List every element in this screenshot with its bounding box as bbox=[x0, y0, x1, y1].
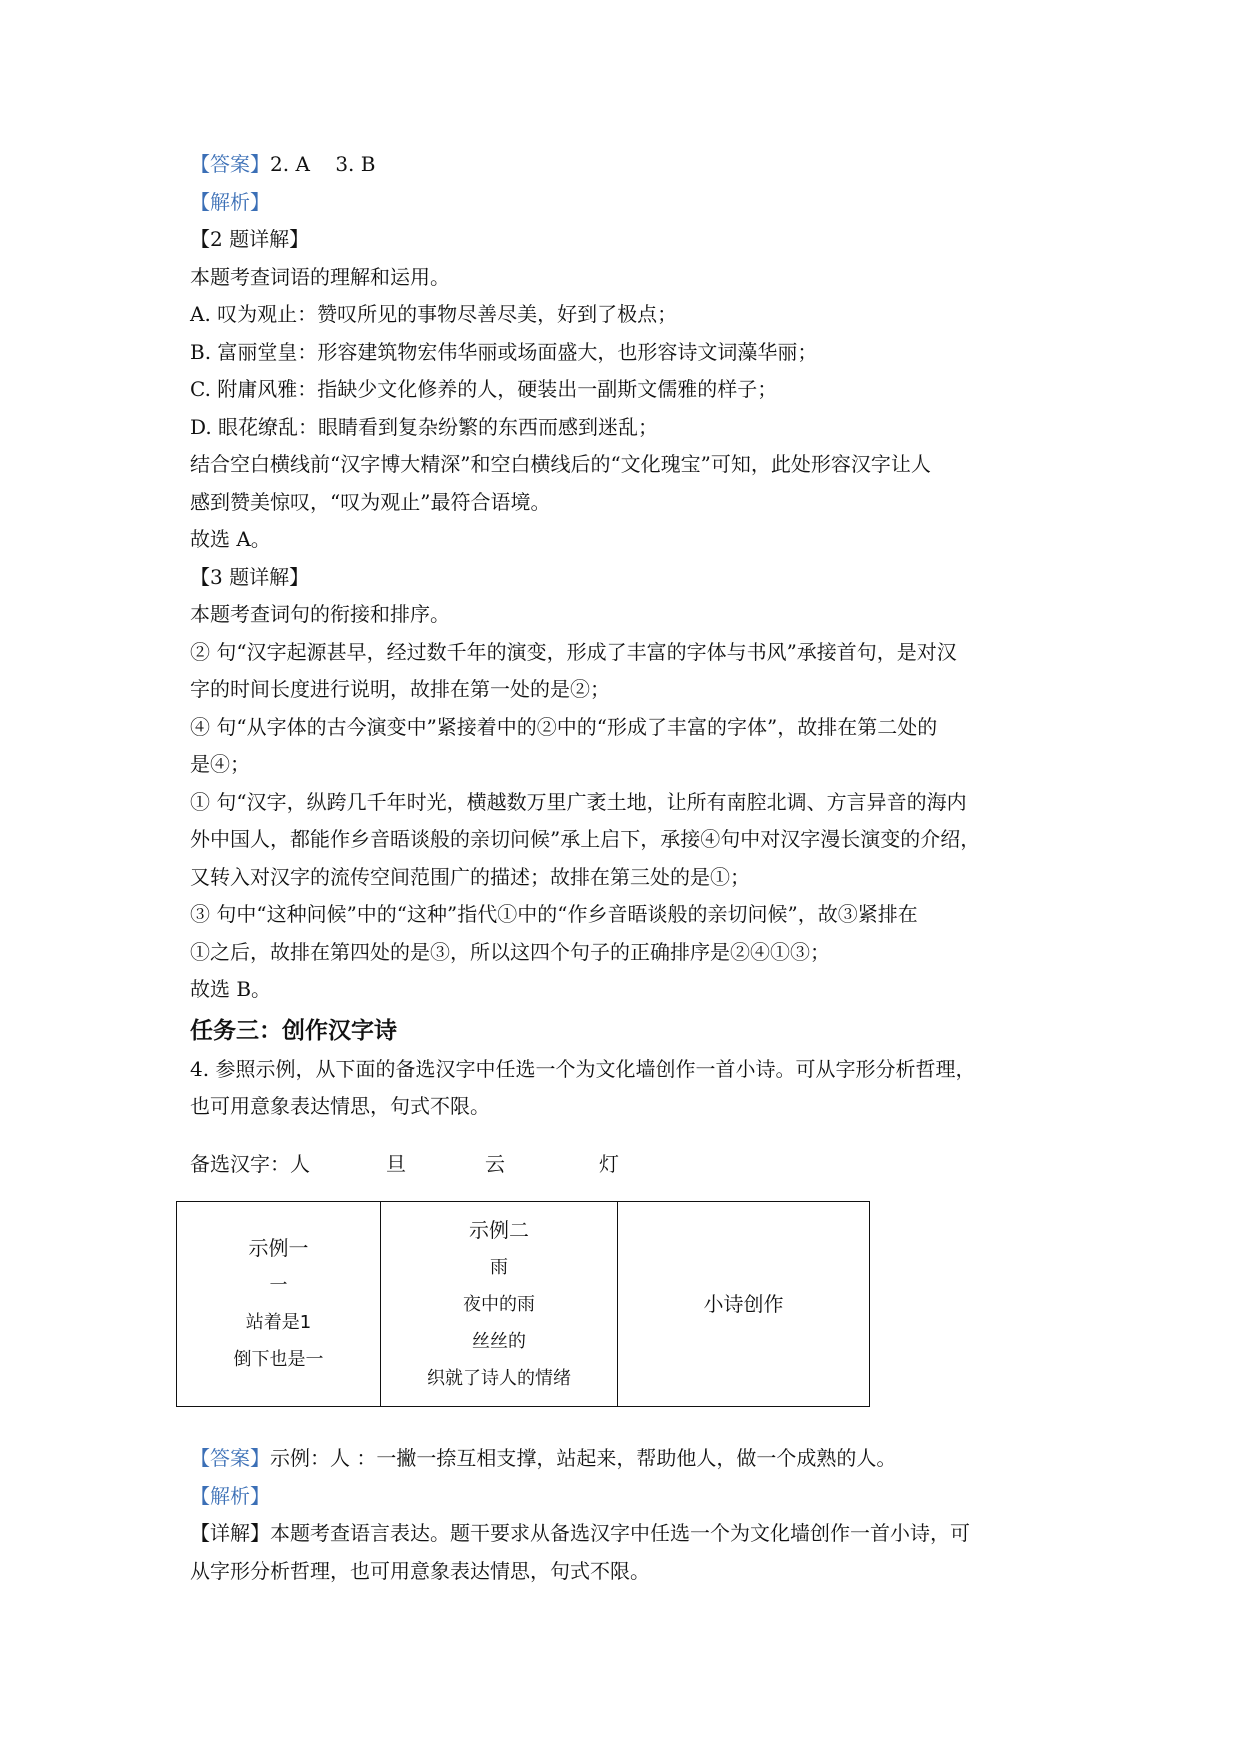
example-two-line: 雨 bbox=[490, 1256, 508, 1278]
example-one-cell bbox=[177, 1202, 381, 1407]
analysis-tag: 【解析】 bbox=[190, 189, 270, 214]
answer-section bbox=[190, 146, 1070, 1203]
answer-text: 2. A 3. B bbox=[270, 152, 376, 176]
poem-creation-cell bbox=[618, 1202, 870, 1407]
example-two-cell bbox=[381, 1202, 618, 1407]
q3-line: 又转入对汉字的流传空间范围广的描述；故排在第三处的是①； bbox=[190, 864, 750, 889]
q3-line: ④ 句“从字体的古今演变中”紧接着中的②中的“形成了丰富的字体”，故排在第二处的 bbox=[190, 714, 938, 739]
q2-reason-line: 结合空白横线前“汉字博大精深”和空白横线后的“文化瑰宝”可知，此处形容汉字让人 bbox=[190, 452, 931, 476]
task3-question: 4. 参照示例，从下面的备选汉字中任选一个为文化墙创作一首小诗。可从字形分析哲理， bbox=[190, 1056, 976, 1081]
task3-answer-line bbox=[190, 1440, 1070, 1478]
answer-line bbox=[190, 146, 1070, 184]
q2-option-a: A. 叹为观止：赞叹所见的事物尽善尽美，好到了极点； bbox=[190, 302, 678, 326]
poem-creation-label: 小诗创作 bbox=[703, 1291, 784, 1316]
example-two-line: 织就了诗人的情绪 bbox=[427, 1367, 571, 1389]
example-two-line: 丝丝的 bbox=[472, 1330, 526, 1352]
q3-choice: 故选 B。 bbox=[190, 977, 272, 1001]
example-one-line: 倒下也是一 bbox=[233, 1349, 324, 1370]
candidate-char: 灯 bbox=[599, 1151, 619, 1176]
q3-line: ① 句“汉字，纵跨几千年时光，横越数万里广袤土地，让所有南腔北调、方言异音的海内 bbox=[190, 789, 967, 814]
q3-line: ② 句“汉字起源甚早，经过数千年的演变，形成了丰富的字体与书风”承接首句，是对汉 bbox=[190, 639, 957, 664]
detail-text: 本题考查语言表达。题干要求从备选汉字中任选一个为文化墙创作一首小诗，可 bbox=[270, 1521, 970, 1545]
q2-option-c: C. 附庸风雅：指缺少文化修养的人，硬装出一副斯文儒雅的样子； bbox=[190, 377, 778, 401]
candidate-char: 云 bbox=[485, 1151, 505, 1176]
q3-line: 是④； bbox=[190, 752, 250, 776]
q2-option-d: D. 眼花缭乱：眼睛看到复杂纷繁的东西而感到迷乱； bbox=[190, 414, 659, 439]
task3-analysis-tag: 【解析】 bbox=[190, 1483, 270, 1508]
answer-tag: 【答案】 bbox=[190, 1446, 270, 1470]
q3-title: 【3 题详解】 bbox=[190, 564, 310, 589]
detail-tag: 【详解】 bbox=[190, 1521, 270, 1545]
task3-heading: 任务三：创作汉字诗 bbox=[190, 1016, 397, 1044]
example-two-line: 夜中的雨 bbox=[463, 1293, 535, 1315]
example-two-title: 示例二 bbox=[469, 1217, 529, 1242]
answer-tag: 【答案】 bbox=[190, 152, 270, 176]
q2-option-b: B. 富丽堂皇：形容建筑物宏伟华丽或场面盛大，也形容诗文词藻华丽； bbox=[190, 339, 818, 364]
candidate-char: 旦 bbox=[386, 1151, 406, 1176]
q3-line: 外中国人，都能作乡音晤谈般的亲切问候”承上启下，承接④句中对汉字漫长演变的介绍， bbox=[190, 827, 981, 851]
poem-table bbox=[176, 1201, 870, 1407]
q2-reason-line: 感到赞美惊叹，“叹为观止”最符合语境。 bbox=[190, 489, 551, 514]
q2-choice: 故选 A。 bbox=[190, 527, 271, 551]
q3-line: 字的时间长度进行说明，故排在第一处的是②； bbox=[190, 677, 610, 701]
q2-intro: 本题考查词语的理解和运用。 bbox=[190, 264, 450, 289]
example-one-line: 站着是1 bbox=[245, 1312, 312, 1333]
task3-answer-text: 示例：人 ：一撇一捺互相支撑，站起来，帮助他人，做一个成熟的人。 bbox=[270, 1446, 897, 1470]
q2-title: 【2 题详解】 bbox=[190, 227, 310, 251]
candidate-characters bbox=[190, 1146, 1070, 1184]
task3-question: 也可用意象表达情思，句式不限。 bbox=[190, 1094, 490, 1118]
task3-answer-section bbox=[190, 1440, 1070, 1590]
task3-detail-line bbox=[190, 1515, 1070, 1553]
q3-line: ①之后，故排在第四处的是③，所以这四个句子的正确排序是②④①③； bbox=[190, 939, 830, 964]
candidate-char: 人 bbox=[290, 1151, 310, 1176]
example-one-title: 示例一 bbox=[248, 1236, 309, 1260]
example-one-line: 一 bbox=[269, 1275, 288, 1296]
q3-line: ③ 句中“这种问候”中的“这种”指代①中的“作乡音晤谈般的亲切问候”，故③紧排在 bbox=[190, 902, 918, 926]
q3-intro: 本题考查词句的衔接和排序。 bbox=[190, 602, 450, 626]
task3-detail-line: 从字形分析哲理，也可用意象表达情思，句式不限。 bbox=[190, 1558, 650, 1583]
candidates-label: 备选汉字： bbox=[190, 1151, 290, 1176]
